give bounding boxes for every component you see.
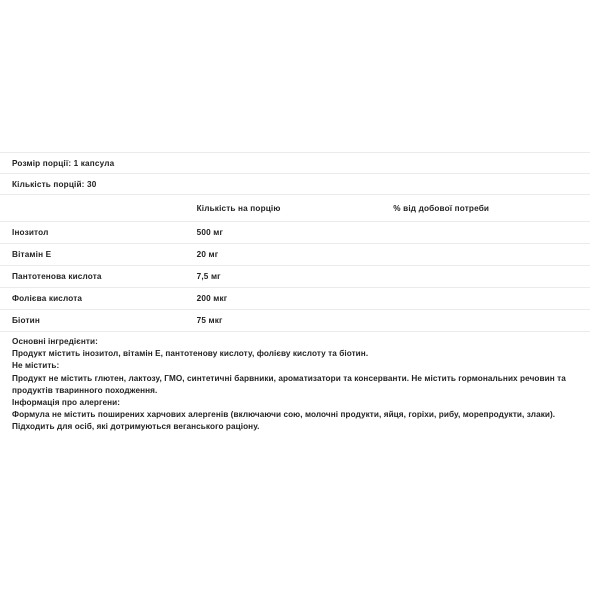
column-header-percent-daily-value: % від добової потреби bbox=[393, 203, 490, 213]
table-row bbox=[0, 288, 590, 310]
serving-size-text: Розмір порції: 1 капсула bbox=[12, 158, 115, 168]
nutrient-name: Біотин bbox=[12, 316, 40, 325]
nutrient-amount: 20 мг bbox=[196, 250, 219, 259]
nutrient-name: Інозитол bbox=[12, 228, 49, 237]
table-header-row bbox=[0, 195, 590, 222]
table-row bbox=[0, 310, 590, 332]
ingredients-label: Основні інгредієнти: bbox=[12, 337, 98, 346]
servings-per-container-row bbox=[0, 174, 590, 195]
free-from-text: Продукт не містить глютен, лактозу, ГМО, синтетичні барвники, ароматизатори та консерванти. Не містить гормональних речовин та продуктів тваринного походження. bbox=[12, 373, 566, 395]
allergen-label: Інформація про алергени: bbox=[12, 398, 121, 408]
nutrient-amount: 200 мкг bbox=[196, 294, 228, 303]
free-from-label: Не містить: bbox=[12, 361, 60, 371]
product-notes bbox=[12, 336, 590, 434]
allergen-text: Формула не містить поширених харчових алергенів (включаючи сою, молочні продукти, яйця, горіхи, рибу, морепродукти, злаки). Підходить для осіб, які дотримуються веганського раціону. bbox=[12, 410, 556, 432]
nutrient-name: Вітамін Е bbox=[12, 250, 52, 259]
column-header-name bbox=[0, 195, 197, 222]
serving-size-row bbox=[0, 153, 590, 174]
nutrient-daily-value bbox=[393, 310, 590, 332]
servings-per-container-text: Кількість порцій: 30 bbox=[12, 179, 97, 189]
table-row bbox=[0, 244, 590, 266]
ingredients-text: Продукт містить інозитол, вітамін Е, пантотенову кислоту, фолієву кислоту та біотин. bbox=[12, 349, 369, 359]
nutrient-daily-value bbox=[393, 288, 590, 310]
nutrient-name: Пантотенова кислота bbox=[12, 272, 102, 281]
nutrient-amount: 75 мкг bbox=[196, 316, 223, 325]
nutrient-amount: 7,5 мг bbox=[196, 272, 221, 281]
nutrient-daily-value bbox=[393, 266, 590, 288]
supplement-facts-table bbox=[0, 152, 590, 332]
nutrient-daily-value bbox=[393, 244, 590, 266]
table-row bbox=[0, 266, 590, 288]
nutrient-name: Фолієва кислота bbox=[12, 294, 83, 303]
table-row bbox=[0, 222, 590, 244]
column-header-amount-per-serving: Кількість на порцію bbox=[196, 203, 281, 213]
nutrient-daily-value bbox=[393, 222, 590, 244]
nutrient-amount: 500 мг bbox=[196, 228, 224, 237]
